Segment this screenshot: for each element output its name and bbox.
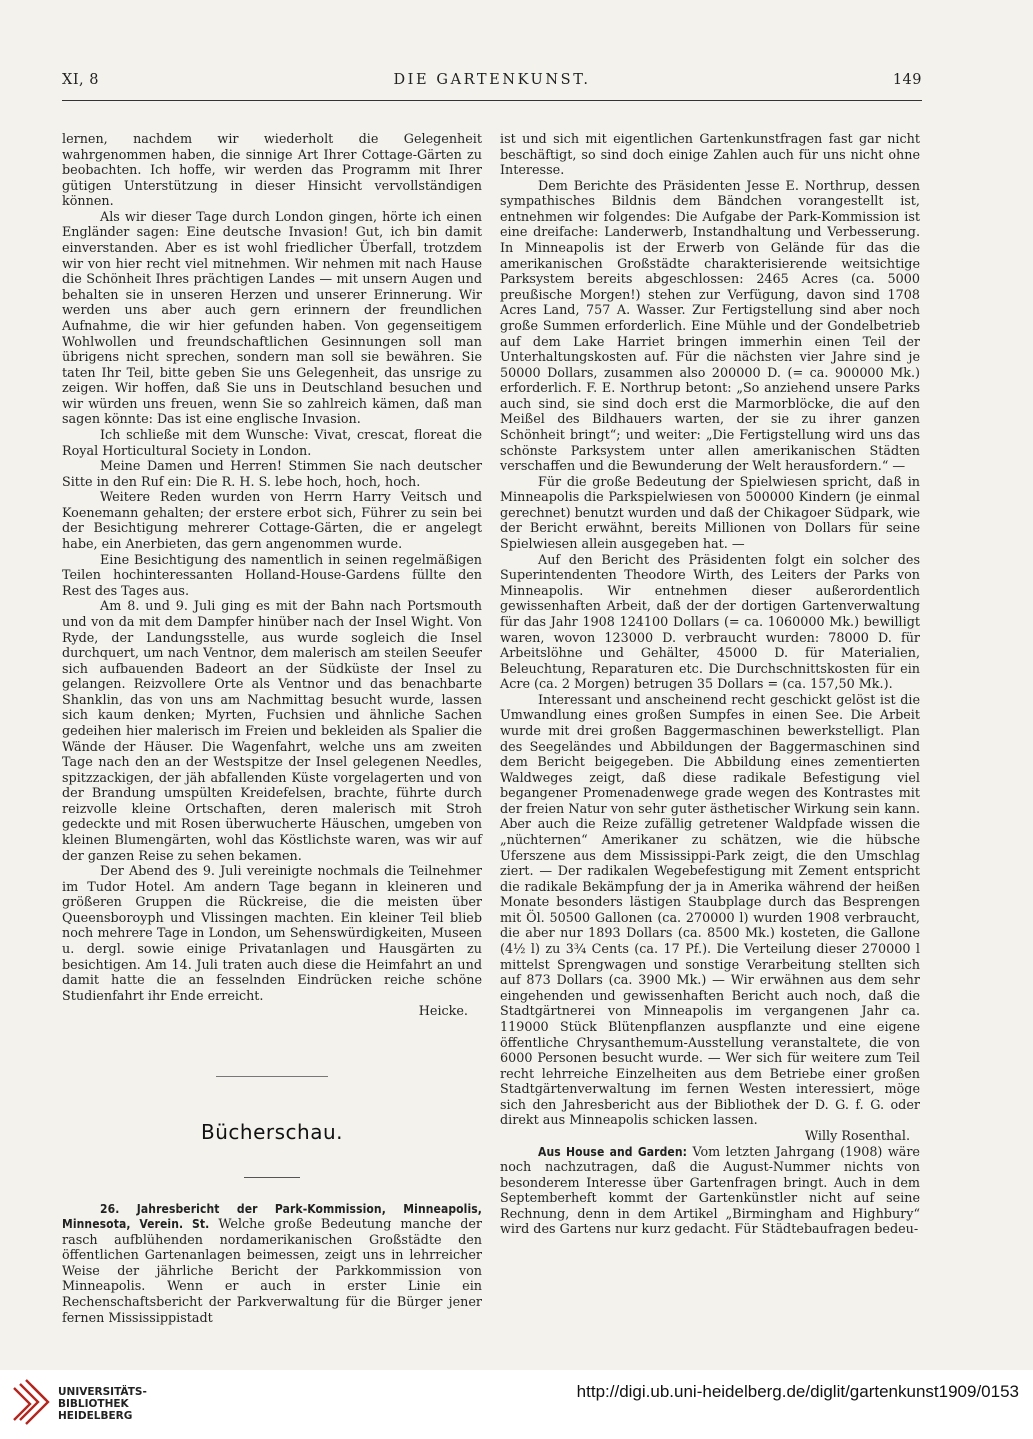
paragraph: Der Abend des 9. Juli vereinigte nochmals die Teilnehmer im Tudor Hotel. Am andern Tage begann in kleineren und größeren Gruppen die Rückreise, die die meisten über Queensboroyph und Vlissingen machten. Ein kleiner Teil blieb noch mehrere Tage in London, um Sehenswürdigkeiten, Museen u. dergl. sowie einige Privatanlagen und Hausgärten zu besichtigen. Am 14. Juli traten auch diese die Heimfahrt an und damit hatte die an fesselnden Eindrücken reiche schöne Studienfahrt ihr Ende erreicht. [62, 864, 482, 1004]
paragraph: Für die große Bedeutung der Spielwiesen spricht, daß in Minneapolis die Parkspielwiesen von 500000 Kindern (je einmal gerechnet) benutzt wurden und daß der Chikagoer Südpark, wie der Bericht erwähnt, bereits Millionen von Dollars für seine Spielwiesen allein ausgegeben hat. — [500, 474, 921, 553]
review-text: Welche große Bedeutung manche der rasch aufblühenden nordamerikanischen Großstädte den öffentlichen Gartenanlagen beimessen, zeigt uns in lehrreicher Weise der jährliche Bericht der Parkkommission von Minneapolis. Wenn er auch in erster Linie ein Rechenschaftsbericht der Parkverwaltung für die Bürger jener fernen Mississippistadt [62, 1217, 483, 1326]
library-name [58, 1386, 147, 1422]
right-column [500, 132, 920, 1238]
short-divider [244, 1177, 300, 1178]
divider [216, 1076, 328, 1077]
review-entry [500, 1145, 920, 1238]
paragraph: lernen, nachdem wir wiederholt die Gelegenheit wahrgenommen haben, die sinnige Art Ihrer Cottage-Gärten zu beobachten. Ich hoffe, wir werden das Programm mit Ihrer gütigen Unterstützung in dieser Hinsicht vervollständigen können. [62, 132, 482, 210]
issue-number: XI, 8 [62, 72, 99, 88]
running-header [62, 72, 922, 94]
paragraph: Meine Damen und Herren! Stimmen Sie nach deutscher Sitte in den Ruf ein: Die R. H. S. lebe hoch, hoch, hoch. [62, 459, 482, 490]
library-logo-icon [10, 1378, 52, 1428]
paragraph: Auf den Bericht des Präsidenten folgt ein solcher des Superintendenten Theodore Wirth, des Leiters der Parks von Minneapolis. Wir entnehmen dieser außerordentlich gewissenhaften Arbeit, daß der der dortigen Gartenverwaltung für das Jahr 1908 124100 Dollars (= ca. 1060000 Mk.) bewilligt waren, wovon 123000 D. verbraucht wurden: 78000 D. für Arbeitslöhne und Gehälter, 45000 D. für Materialien, Beleuchtung, Reparaturen etc. Die Durchschnittskosten für ein Acre (ca. 2 Morgen) betrugen 35 Dollars = (ca. 157,50 Mk.). [500, 552, 920, 693]
signature-line [500, 1129, 920, 1145]
review-text: Vom letzten Jahrgang (1908) wäre noch nachzutragen, daß die August-Nummer nichts von besonderem Interesse über Gartenfragen bringt. Auch in dem Septemberheft kommt der Gartenkünstler nicht auf seine Rechnung, denn in dem Artikel „Birmingham and Highbury“ wird des Gartens nur kurz gedacht. Für Städtebaufragen bedeu- [500, 1144, 920, 1238]
footer-bar [0, 1370, 1033, 1439]
paragraph: Weitere Reden wurden von Herrn Harry Veitsch und Koenemann gehalten; der erstere erbot sich, Führer zu sein bei der Besichtigung mehrerer Cottage-Gärten, die er angelegt habe, ein Anerbieten, das gern angenommen wurde. [62, 490, 482, 553]
section-title: Bücherschau. [201, 1119, 343, 1144]
paragraph: Als wir dieser Tage durch London gingen, hörte ich einen Engländer sagen: Eine deutsche Invasion! Gut, ich bin damit einverstanden. Aber es ist wohl friedlicher Überfall, trotzdem wir von hier recht viel mitnehmen. Wir nehmen mit nach Hause die Schönheit Ihres prächtigen Landes — mit unsern Augen und behalten sie in unseren Herzen und unserer Erinnerung. Wir werden uns aber auch gern erinnern der freundlichen Aufnahme, die wir hier gefunden haben. Von gegenseitigem Wohlwollen und freundschaftlichen Gesinnungen soll man übrigens nicht sprechen, sondern man soll sie bewähren. Sie taten Ihr Teil, bitte geben Sie uns Gelegenheit, das unsrige zu zeigen. Wir hoffen, daß Sie uns in Deutschland besuchen und wir würden uns freuen, wenn Sie so zahlreich kämen, daß man sagen könnte: Das ist eine englische Invasion. [62, 209, 482, 428]
paragraph: ist und sich mit eigentlichen Gartenkunstfragen fast gar nicht beschäftigt, so sind doch einige Zahlen auch für uns nicht ohne Interesse. [500, 132, 920, 179]
paragraph: Dem Berichte des Präsidenten Jesse E. Northrup, dessen sympathisches Bildnis dem Bändchen vorangestellt ist, entnehmen wir folgendes: Die Aufgabe der Park-Kommission ist eine dreifache: Landerwerb, Instandhaltung und Verbesserung. In Minneapolis ist der Erwerb von Gelände für das die amerikanischen Großstädte charakterisierende weitsichtige Parksystem bereits abgeschlossen: 2465 Acres (ca. 5000 preußische Morgen!) stehen zur Verfügung, davon sind 1708 Acres Land, 757 A. Wasser. Zur Fertigstellung sind aber noch große Summen erforderlich. Eine Mühle und der Gondelbetrieb auf dem Lake Harriet bringen immerhin einen Teil der Unterhaltungskosten auf. Für die nächsten vier Jahre sind je 50000 Dollars, zusammen also 200000 D. (= ca. 900000 Mk.) erforderlich. F. E. Northrup betont: „So anziehend unsere Parks auch sind, sie sind doch erst die Marmorblöcke, die auf den Meißel des Bildhauers warten, der sie zu ihrer ganzen Schönheit bringt“; und weiter: „Die Fertigstellung wird uns das schönste Parksystem unter allen amerikanischen Städten verschaffen und die Bewunderung der Welt herausfordern.“ — [500, 178, 920, 475]
left-column [62, 132, 482, 1326]
paragraph: Ich schließe mit dem Wunsche: Vivat, crescat, floreat die Royal Horticultural Society in London. [62, 427, 482, 459]
source-url-link[interactable]: http://digi.ub.uni-heidelberg.de/diglit/gartenkunst1909/0153 [576, 1382, 1019, 1401]
page-number: 149 [892, 72, 922, 88]
library-line: HEIDELBERG [58, 1410, 133, 1422]
review-heading: Aus House and Garden: [538, 1144, 688, 1159]
journal-title: DIE GARTENKUNST. [393, 72, 591, 88]
author-signature: Willy Rosenthal. [804, 1129, 910, 1144]
review-entry [62, 1202, 482, 1327]
library-line: BIBLIOTHEK [58, 1398, 129, 1410]
paragraph: Interessant und anscheinend recht geschickt gelöst ist die Umwandlung eines großen Sumpfes in einen See. Die Arbeit wurde mit drei großen Baggermaschinen bewerkstelligt. Plan des Seegeländes und Abbildungen der Baggermaschinen sind dem Bericht beigegeben. Die Abbildung eines zementierten Waldweges zeigt, daß diese radikale Befestigung viel begangener Promenadenwege grade wegen des Kontrastes mit der freien Natur von sehr guter ästhetischer Wirkung sein kann. Aber auch die Reize zufällig getretener Waldpfade wissen die „nüchternen“ Amerikaner zu schätzen, wie die hübsche Uferszene aus dem Mississippi-Park zeigt, die den Umschlag ziert. — Der radikalen Wegebefestigung mit Zement entspricht die radikale Bekämpfung der ja in Amerika während der heißen Monate besonders lästigen Staubplage durch das Besprengen mit Öl. 50500 Gallonen (ca. 270000 l) wurden 1908 verbraucht, die aber nur 1893 Dollars (ca. 8500 Mk.) kosteten, die Gallone (4½ l) zu 3¾ Cents (ca. 17 Pf.). Die Verteilung dieser 270000 l mittelst Sprengwagen und sonstige Verarbeitung stellten sich auf 873 Dollars (ca. 3900 Mk.) — Wir erwähnen aus dem sehr eingehenden und gewissenhaften Bericht auch noch, daß die Stadtgärtnerei von Minneapolis im vergangenen Jahr ca. 119000 Stück Blütenpflanzen auspflanzte und eine eigene öffentliche Chrysanthemum-Ausstellung veranstaltete, die von 6000 Personen besucht wurde. — Wer sich für weitere zum Teil recht lehrreiche Einzelheiten aus dem Betriebe einer großen Stadtgärtenverwaltung im fernen Westen interessiert, möge sich den Jahresbericht aus der Bibliothek der D. G. f. G. oder direkt aus Minneapolis schicken lassen. [500, 692, 920, 1129]
review-heading: 26. Jahresbericht der Park-Kommission, Minneapolis, Minnesota, Verein. St. [62, 1201, 482, 1232]
author-signature: Heicke. [418, 1004, 468, 1020]
library-line: UNIVERSITÄTS- [58, 1386, 147, 1398]
paragraph: Eine Besichtigung des namentlich in seinen regelmäßigen Teilen hochinteressanten Holland-House-Gardens füllte den Rest des Tages aus. [62, 552, 482, 599]
header-rule [62, 100, 922, 101]
paragraph: Am 8. und 9. Juli ging es mit der Bahn nach Portsmouth und von da mit dem Dampfer hinüber nach der Insel Wight. Von Ryde, der Landungsstelle, aus wurde sogleich die Insel durchquert, um nach Ventnor, dem malerisch am steilen Seeufer sich aufbauenden Badeort an der Südküste der Insel zu gelangen. Reizvollere Orte als Ventnor und das benachbarte Shanklin, das von uns am Nachmittag besucht wurde, lassen sich kaum denken; Myrten, Fuchsien und ähnliche Sachen gedeihen hier malerisch im Freien und bekleiden als Spalier die Wände der Häuser. Die Wagenfahrt, welche uns am zweiten Tage nach den an der Westspitze der Insel gelegenen Needles, spitzzackigen, der jäh abfallenden Küste vorgelagerten und von der Brandung umspülten Kreidefelsen, brachte, führte durch reizvolle kleine Ortschaften, deren malerisch mit Stroh gedeckte und mit Rosen überwucherte Häuschen, umgeben von kleinen Blumengärten, wohl das Köstlichste waren, was wir auf der ganzen Reise zu sehen bekamen. [62, 599, 482, 864]
signature-line [62, 1004, 482, 1020]
